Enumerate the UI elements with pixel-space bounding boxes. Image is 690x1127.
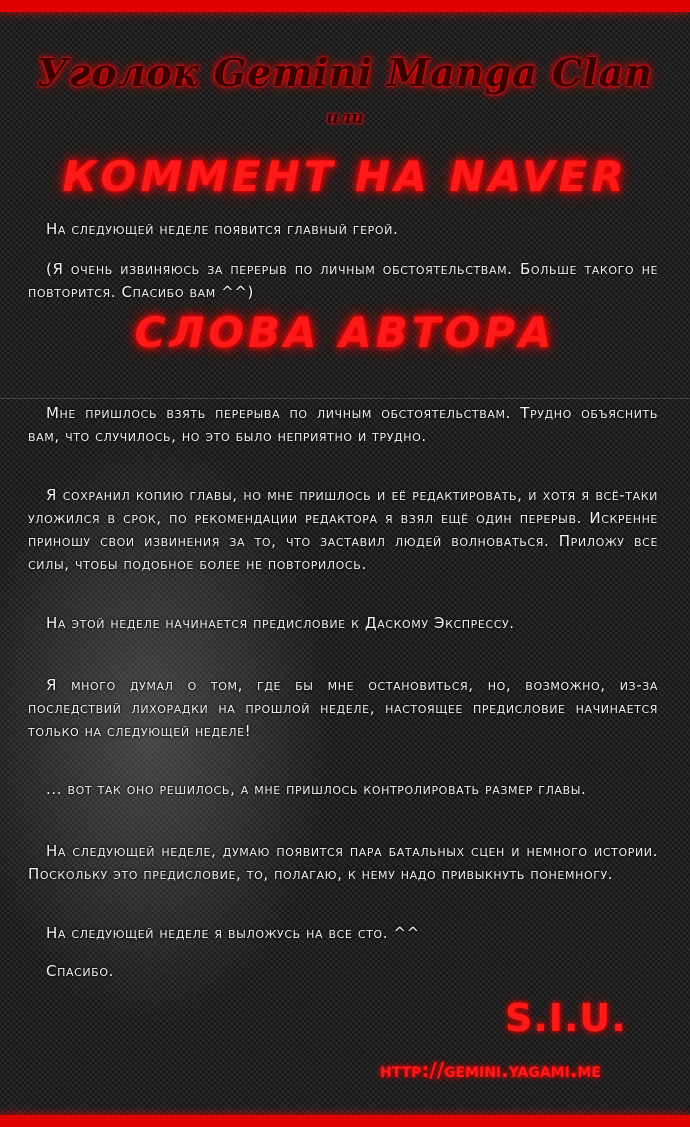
naver-comment-heading: КОММЕНТ НА NAVER: [62, 152, 628, 201]
bottom-red-bar: [0, 1115, 690, 1127]
author-paragraph: Я много думал о том, где бы мне остановиться, но, возможно, из-за последствий лихорадки на прошлой неделе, настоящее предисловие начинается только на следующей неделе!: [28, 676, 658, 740]
author-paragraph: На этой неделе начинается предисловие к Даскому Экспрессу.: [46, 614, 515, 632]
section-divider: [0, 398, 690, 399]
author-words-heading: СЛОВА АВТОРА: [134, 308, 556, 357]
author-paragraph: На следующей неделе я выложусь на все сто. ^^: [46, 924, 420, 942]
author-paragraph: На следующей неделе, думаю появится пара батальных сцен и немного истории. Поскольку это предисловие, то, полагаю, к нему надо привыкнуть понемногу.: [28, 842, 658, 883]
author-paragraph: Я сохранил копию главы, но мне пришлось и её редактировать, и хотя я всё-таки уложился в срок, по рекомендации редактора я взял ещё один перерыв. Искренне приношу свои извинения за то, что заставил людей волноваться. Приложу все силы, чтобы подобное более не повторилось.: [28, 486, 658, 573]
site-url: http://gemini.yagami.me: [380, 1058, 601, 1082]
author-signature: S.I.U.: [505, 996, 627, 1040]
author-paragraph: ... вот так оно решилось, а мне пришлось контролировать размер главы.: [46, 780, 587, 798]
page-subtitle: или: [326, 108, 364, 128]
page-title: Уголок Gemini Manga Clan: [37, 50, 653, 95]
naver-paragraph: На следующей неделе появится главный герой.: [46, 220, 399, 238]
author-paragraph: Спасибо.: [46, 962, 114, 980]
top-red-bar: [0, 0, 690, 12]
author-paragraph: Мне пришлось взять перерыва по личным обстоятельствам. Трудно объяснить вам, что случилось, но это было неприятно и трудно.: [28, 404, 658, 445]
naver-paragraph: (Я очень извиняюсь за перерыв по личным обстоятельствам. Больше такого не повторится. Спасибо вам ^^): [28, 260, 658, 301]
